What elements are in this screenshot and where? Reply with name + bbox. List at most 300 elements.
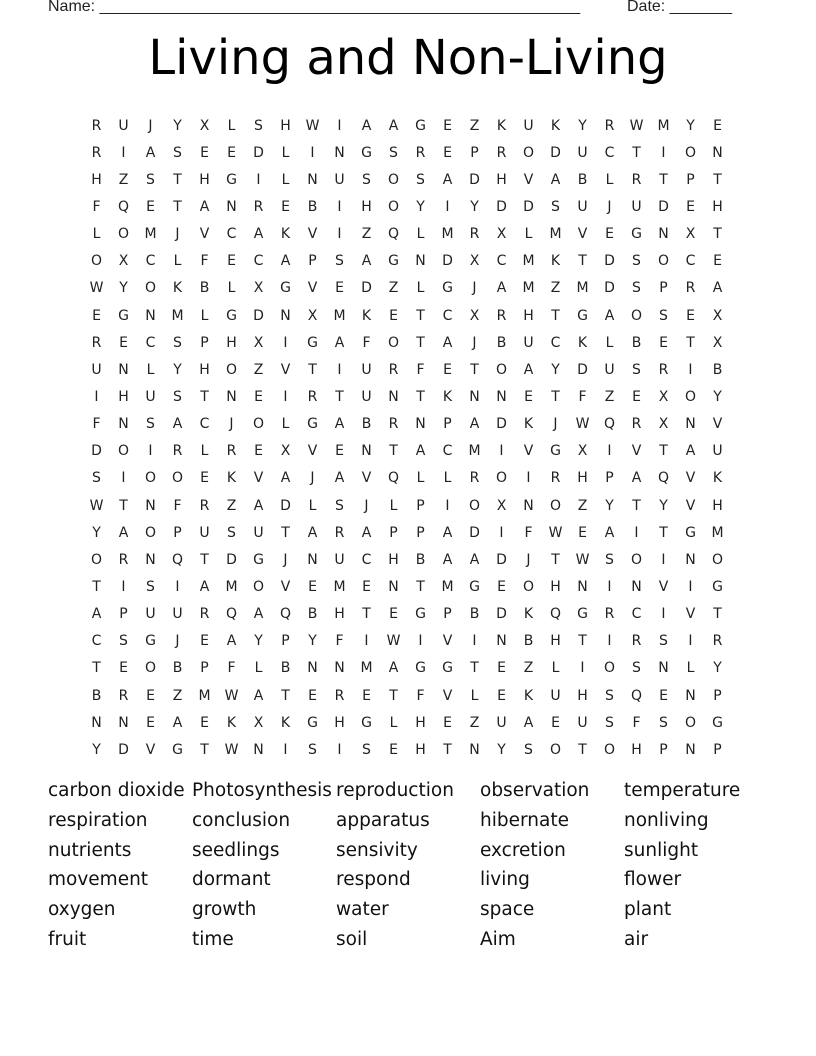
grid-letter[interactable]: F (524, 524, 533, 541)
grid-letter[interactable]: K (577, 334, 588, 351)
grid-letter[interactable]: M (225, 578, 238, 595)
grid-letter[interactable]: U (199, 524, 210, 541)
grid-letter[interactable]: G (361, 714, 372, 731)
grid-letter[interactable]: H (199, 361, 210, 378)
grid-letter[interactable]: T (713, 606, 722, 623)
grid-letter[interactable]: J (175, 226, 180, 243)
grid-letter[interactable]: E (281, 198, 290, 215)
grid-letter[interactable]: E (254, 443, 263, 460)
grid-letter[interactable]: S (146, 171, 155, 188)
grid-letter[interactable]: H (361, 198, 372, 215)
grid-letter[interactable]: I (256, 171, 261, 188)
grid-letter[interactable]: L (281, 171, 290, 188)
grid-letter[interactable]: P (389, 524, 398, 541)
grid-letter[interactable]: S (605, 687, 614, 704)
grid-letter[interactable]: P (416, 497, 425, 514)
grid-letter[interactable]: A (604, 307, 615, 324)
grid-letter[interactable]: Z (550, 280, 561, 297)
grid-letter[interactable]: H (631, 741, 642, 758)
grid-letter[interactable]: L (551, 660, 560, 677)
grid-letter[interactable]: C (442, 443, 453, 460)
grid-letter[interactable]: M (711, 524, 724, 541)
grid-letter[interactable]: K (361, 307, 372, 324)
grid-letter[interactable]: T (173, 198, 182, 215)
grid-letter[interactable]: G (712, 714, 723, 731)
grid-letter[interactable]: T (119, 497, 128, 514)
grid-letter[interactable]: B (91, 687, 102, 704)
grid-letter[interactable]: E (254, 388, 263, 405)
grid-letter[interactable]: S (416, 171, 425, 188)
grid-letter[interactable]: F (200, 253, 209, 270)
grid-letter[interactable]: E (659, 687, 668, 704)
grid-letter[interactable]: R (631, 416, 642, 433)
grid-letter[interactable]: R (388, 361, 399, 378)
grid-letter[interactable]: G (577, 606, 588, 623)
grid-letter[interactable]: L (227, 117, 236, 134)
grid-letter[interactable]: A (469, 416, 480, 433)
grid-letter[interactable]: E (497, 578, 506, 595)
grid-letter[interactable]: D (118, 741, 129, 758)
grid-letter[interactable]: Y (605, 497, 614, 514)
grid-letter[interactable]: G (577, 307, 588, 324)
grid-letter[interactable]: D (496, 551, 507, 568)
grid-letter[interactable]: E (362, 578, 371, 595)
grid-letter[interactable]: E (200, 144, 209, 161)
grid-letter[interactable]: K (550, 253, 561, 270)
grid-letter[interactable]: F (92, 198, 101, 215)
grid-letter[interactable]: G (307, 714, 318, 731)
grid-letter[interactable]: K (550, 117, 561, 134)
grid-letter[interactable]: G (172, 741, 183, 758)
grid-letter[interactable]: T (551, 388, 560, 405)
grid-letter[interactable]: N (226, 198, 237, 215)
grid-letter[interactable]: U (253, 524, 264, 541)
grid-letter[interactable]: C (91, 633, 102, 650)
grid-letter[interactable]: L (227, 280, 236, 297)
grid-letter[interactable]: T (416, 307, 425, 324)
grid-letter[interactable]: Q (171, 551, 184, 568)
grid-letter[interactable]: Z (172, 687, 183, 704)
grid-letter[interactable]: T (92, 578, 101, 595)
grid-letter[interactable]: T (659, 443, 668, 460)
grid-letter[interactable]: L (605, 334, 614, 351)
grid-letter[interactable]: I (337, 117, 342, 134)
grid-letter[interactable]: W (305, 117, 320, 134)
grid-letter[interactable]: H (226, 334, 237, 351)
grid-letter[interactable]: E (389, 606, 398, 623)
grid-letter[interactable]: N (307, 551, 318, 568)
grid-letter[interactable]: R (253, 198, 264, 215)
grid-letter[interactable]: X (199, 117, 210, 134)
grid-letter[interactable]: D (469, 171, 480, 188)
grid-letter[interactable]: W (575, 416, 590, 433)
grid-letter[interactable]: B (361, 416, 372, 433)
grid-letter[interactable]: S (254, 117, 263, 134)
grid-letter[interactable]: O (603, 660, 616, 677)
grid-letter[interactable]: A (442, 524, 453, 541)
grid-letter[interactable]: W (548, 524, 563, 541)
grid-letter[interactable]: L (173, 253, 182, 270)
grid-letter[interactable]: I (364, 633, 369, 650)
grid-letter[interactable]: B (307, 198, 318, 215)
grid-letter[interactable]: H (550, 633, 561, 650)
grid-letter[interactable]: V (712, 416, 723, 433)
grid-letter[interactable]: T (578, 253, 587, 270)
grid-letter[interactable]: F (92, 416, 101, 433)
grid-letter[interactable]: K (712, 470, 723, 487)
grid-letter[interactable]: S (335, 253, 344, 270)
grid-letter[interactable]: V (307, 280, 318, 297)
grid-letter[interactable]: S (551, 198, 560, 215)
grid-letter[interactable]: I (283, 334, 288, 351)
grid-letter[interactable]: Z (523, 660, 534, 677)
grid-letter[interactable]: H (415, 741, 426, 758)
grid-letter[interactable]: O (117, 443, 130, 460)
grid-letter[interactable]: T (551, 307, 560, 324)
grid-letter[interactable]: S (605, 714, 614, 731)
grid-letter[interactable]: V (280, 578, 291, 595)
grid-letter[interactable]: I (472, 633, 477, 650)
grid-letter[interactable]: E (119, 334, 128, 351)
grid-letter[interactable]: N (685, 687, 696, 704)
grid-letter[interactable]: W (575, 551, 590, 568)
grid-letter[interactable]: X (496, 226, 507, 243)
grid-letter[interactable]: Y (551, 361, 560, 378)
grid-letter[interactable]: O (387, 334, 400, 351)
grid-letter[interactable]: R (685, 280, 696, 297)
grid-letter[interactable]: A (388, 660, 399, 677)
grid-letter[interactable]: N (118, 416, 129, 433)
grid-letter[interactable]: M (441, 578, 454, 595)
grid-letter[interactable]: S (659, 633, 668, 650)
grid-letter[interactable]: E (362, 687, 371, 704)
grid-letter[interactable]: S (173, 144, 182, 161)
grid-letter[interactable]: U (712, 443, 723, 460)
grid-letter[interactable]: Q (603, 416, 616, 433)
grid-letter[interactable]: H (334, 714, 345, 731)
grid-letter[interactable]: K (523, 606, 534, 623)
grid-letter[interactable]: Q (387, 226, 400, 243)
grid-letter[interactable]: M (657, 117, 670, 134)
grid-letter[interactable]: A (685, 443, 696, 460)
grid-letter[interactable]: U (604, 361, 615, 378)
grid-letter[interactable]: Z (388, 280, 399, 297)
grid-letter[interactable]: N (280, 307, 291, 324)
grid-letter[interactable]: A (334, 334, 345, 351)
grid-letter[interactable]: I (526, 470, 531, 487)
grid-letter[interactable]: N (685, 416, 696, 433)
grid-letter[interactable]: G (415, 660, 426, 677)
grid-letter[interactable]: M (522, 280, 535, 297)
grid-letter[interactable]: C (604, 144, 615, 161)
grid-letter[interactable]: S (605, 551, 614, 568)
grid-letter[interactable]: M (198, 687, 211, 704)
grid-letter[interactable]: L (416, 280, 425, 297)
grid-letter[interactable]: C (685, 253, 696, 270)
grid-letter[interactable]: A (91, 606, 102, 623)
grid-letter[interactable]: T (173, 171, 182, 188)
grid-letter[interactable]: Z (577, 497, 588, 514)
grid-letter[interactable]: D (604, 253, 615, 270)
grid-letter[interactable]: H (712, 198, 723, 215)
grid-letter[interactable]: O (117, 226, 130, 243)
grid-letter[interactable]: K (172, 280, 183, 297)
grid-letter[interactable]: I (337, 198, 342, 215)
grid-letter[interactable]: U (361, 388, 372, 405)
grid-letter[interactable]: I (661, 606, 666, 623)
grid-letter[interactable]: V (658, 578, 669, 595)
grid-letter[interactable]: S (659, 307, 668, 324)
grid-letter[interactable]: J (310, 470, 315, 487)
grid-letter[interactable]: D (523, 198, 534, 215)
grid-letter[interactable]: D (226, 551, 237, 568)
grid-letter[interactable]: A (334, 416, 345, 433)
grid-letter[interactable]: D (496, 416, 507, 433)
grid-letter[interactable]: S (632, 660, 641, 677)
grid-letter[interactable]: D (577, 361, 588, 378)
grid-letter[interactable]: H (199, 171, 210, 188)
grid-letter[interactable]: L (200, 443, 209, 460)
grid-letter[interactable]: I (607, 443, 612, 460)
grid-letter[interactable]: R (334, 524, 345, 541)
grid-letter[interactable]: I (661, 144, 666, 161)
grid-letter[interactable]: W (629, 117, 644, 134)
grid-letter[interactable]: T (200, 551, 209, 568)
grid-letter[interactable]: Y (254, 633, 263, 650)
grid-letter[interactable]: K (280, 226, 291, 243)
grid-letter[interactable]: W (224, 687, 239, 704)
grid-letter[interactable]: N (145, 497, 156, 514)
grid-letter[interactable]: X (469, 307, 480, 324)
grid-letter[interactable]: K (496, 117, 507, 134)
grid-letter[interactable]: L (281, 416, 290, 433)
grid-letter[interactable]: A (172, 714, 183, 731)
grid-letter[interactable]: H (712, 497, 723, 514)
grid-letter[interactable]: Z (361, 226, 372, 243)
grid-letter[interactable]: M (144, 226, 157, 243)
grid-letter[interactable]: Y (416, 198, 425, 215)
grid-letter[interactable]: O (387, 198, 400, 215)
grid-letter[interactable]: X (307, 307, 318, 324)
grid-letter[interactable]: I (283, 741, 288, 758)
grid-letter[interactable]: N (415, 253, 426, 270)
grid-letter[interactable]: N (334, 660, 345, 677)
grid-letter[interactable]: D (604, 280, 615, 297)
grid-letter[interactable]: A (523, 714, 534, 731)
grid-letter[interactable]: E (146, 714, 155, 731)
grid-letter[interactable]: P (686, 171, 695, 188)
grid-letter[interactable]: C (145, 334, 156, 351)
grid-letter[interactable]: L (524, 226, 533, 243)
grid-letter[interactable]: T (578, 633, 587, 650)
grid-letter[interactable]: N (631, 578, 642, 595)
grid-letter[interactable]: Q (117, 198, 130, 215)
grid-letter[interactable]: F (632, 714, 641, 731)
grid-letter[interactable]: F (335, 633, 344, 650)
grid-letter[interactable]: R (658, 361, 669, 378)
grid-letter[interactable]: E (227, 253, 236, 270)
grid-letter[interactable]: O (252, 578, 265, 595)
grid-letter[interactable]: A (253, 606, 264, 623)
grid-letter[interactable]: N (685, 551, 696, 568)
grid-letter[interactable]: N (145, 307, 156, 324)
grid-letter[interactable]: R (334, 687, 345, 704)
grid-letter[interactable]: A (415, 443, 426, 460)
grid-letter[interactable]: U (172, 606, 183, 623)
grid-letter[interactable]: G (145, 633, 156, 650)
grid-letter[interactable]: O (144, 280, 157, 297)
grid-letter[interactable]: X (496, 497, 507, 514)
grid-letter[interactable]: J (175, 633, 180, 650)
grid-letter[interactable]: J (364, 497, 369, 514)
grid-letter[interactable]: T (632, 497, 641, 514)
grid-letter[interactable]: R (226, 443, 237, 460)
grid-letter[interactable]: E (605, 226, 614, 243)
grid-letter[interactable]: G (226, 307, 237, 324)
grid-letter[interactable]: X (658, 416, 669, 433)
grid-letter[interactable]: T (470, 361, 479, 378)
grid-letter[interactable]: O (495, 470, 508, 487)
grid-letter[interactable]: N (496, 633, 507, 650)
grid-letter[interactable]: W (386, 633, 401, 650)
grid-letter[interactable]: A (523, 361, 534, 378)
grid-letter[interactable]: G (415, 117, 426, 134)
grid-letter[interactable]: H (91, 171, 102, 188)
grid-letter[interactable]: D (658, 198, 669, 215)
grid-letter[interactable]: L (92, 226, 101, 243)
grid-letter[interactable]: P (200, 660, 209, 677)
grid-letter[interactable]: T (281, 687, 290, 704)
grid-letter[interactable]: I (688, 633, 693, 650)
grid-letter[interactable]: J (283, 551, 288, 568)
grid-letter[interactable]: L (281, 144, 290, 161)
grid-letter[interactable]: U (523, 117, 534, 134)
grid-letter[interactable]: R (469, 470, 480, 487)
grid-letter[interactable]: S (335, 497, 344, 514)
grid-letter[interactable]: I (445, 497, 450, 514)
grid-letter[interactable]: A (361, 253, 372, 270)
grid-letter[interactable]: Z (253, 361, 264, 378)
grid-letter[interactable]: X (712, 334, 723, 351)
grid-letter[interactable]: D (91, 443, 102, 460)
grid-letter[interactable]: R (604, 117, 615, 134)
grid-letter[interactable]: E (686, 198, 695, 215)
grid-letter[interactable]: E (335, 280, 344, 297)
grid-letter[interactable]: R (631, 171, 642, 188)
grid-letter[interactable]: B (631, 334, 642, 351)
grid-letter[interactable]: A (253, 497, 264, 514)
grid-letter[interactable]: O (144, 660, 157, 677)
grid-letter[interactable]: J (472, 280, 477, 297)
grid-letter[interactable]: U (577, 714, 588, 731)
grid-letter[interactable]: A (226, 633, 237, 650)
grid-letter[interactable]: D (496, 606, 507, 623)
grid-letter[interactable]: K (280, 714, 291, 731)
grid-letter[interactable]: Q (630, 687, 643, 704)
grid-letter[interactable]: E (551, 714, 560, 731)
grid-letter[interactable]: Y (308, 633, 317, 650)
grid-letter[interactable]: N (253, 741, 264, 758)
grid-letter[interactable]: S (92, 470, 101, 487)
grid-letter[interactable]: Z (604, 388, 615, 405)
grid-letter[interactable]: B (469, 606, 480, 623)
grid-letter[interactable]: N (361, 443, 372, 460)
grid-letter[interactable]: U (118, 117, 129, 134)
grid-letter[interactable]: D (253, 307, 264, 324)
grid-letter[interactable]: T (686, 334, 695, 351)
grid-letter[interactable]: S (308, 741, 317, 758)
grid-letter[interactable]: K (226, 470, 237, 487)
grid-letter[interactable]: B (712, 361, 723, 378)
grid-letter[interactable]: N (307, 660, 318, 677)
grid-letter[interactable]: C (226, 226, 237, 243)
grid-letter[interactable]: V (685, 497, 696, 514)
grid-letter[interactable]: M (360, 660, 373, 677)
grid-letter[interactable]: P (443, 416, 452, 433)
grid-letter[interactable]: Z (226, 497, 237, 514)
grid-letter[interactable]: D (253, 144, 264, 161)
grid-letter[interactable]: D (361, 280, 372, 297)
grid-letter[interactable]: C (442, 307, 453, 324)
grid-letter[interactable]: B (280, 660, 291, 677)
grid-letter[interactable]: E (497, 687, 506, 704)
grid-letter[interactable]: N (496, 388, 507, 405)
grid-letter[interactable]: E (524, 388, 533, 405)
grid-letter[interactable]: R (118, 551, 129, 568)
grid-letter[interactable]: E (578, 524, 587, 541)
grid-letter[interactable]: G (442, 660, 453, 677)
grid-letter[interactable]: S (227, 524, 236, 541)
grid-letter[interactable]: R (91, 144, 102, 161)
grid-letter[interactable]: A (145, 144, 156, 161)
grid-letter[interactable]: R (91, 117, 102, 134)
grid-letter[interactable]: G (685, 524, 696, 541)
grid-letter[interactable]: N (415, 416, 426, 433)
grid-letter[interactable]: B (415, 551, 426, 568)
grid-letter[interactable]: P (173, 524, 182, 541)
grid-letter[interactable]: E (200, 714, 209, 731)
grid-letter[interactable]: V (631, 443, 642, 460)
grid-letter[interactable]: O (522, 578, 535, 595)
grid-letter[interactable]: J (472, 334, 477, 351)
grid-letter[interactable]: E (713, 253, 722, 270)
grid-letter[interactable]: A (712, 280, 723, 297)
grid-letter[interactable]: E (443, 361, 452, 378)
grid-letter[interactable]: J (553, 416, 558, 433)
grid-letter[interactable]: R (604, 606, 615, 623)
grid-letter[interactable]: X (712, 307, 723, 324)
grid-letter[interactable]: X (685, 226, 696, 243)
grid-letter[interactable]: R (199, 497, 210, 514)
grid-letter[interactable]: I (121, 578, 126, 595)
grid-letter[interactable]: U (523, 334, 534, 351)
grid-letter[interactable]: G (415, 606, 426, 623)
grid-letter[interactable]: O (171, 470, 184, 487)
grid-letter[interactable]: V (577, 226, 588, 243)
grid-letter[interactable]: D (469, 524, 480, 541)
grid-letter[interactable]: A (172, 416, 183, 433)
grid-letter[interactable]: P (659, 741, 668, 758)
grid-letter[interactable]: I (175, 578, 180, 595)
grid-letter[interactable]: P (605, 470, 614, 487)
grid-letter[interactable]: R (469, 226, 480, 243)
grid-letter[interactable]: T (443, 741, 452, 758)
grid-letter[interactable]: T (92, 660, 101, 677)
grid-letter[interactable]: J (229, 416, 234, 433)
grid-letter[interactable]: T (713, 171, 722, 188)
grid-letter[interactable]: J (526, 551, 531, 568)
grid-letter[interactable]: M (576, 280, 589, 297)
